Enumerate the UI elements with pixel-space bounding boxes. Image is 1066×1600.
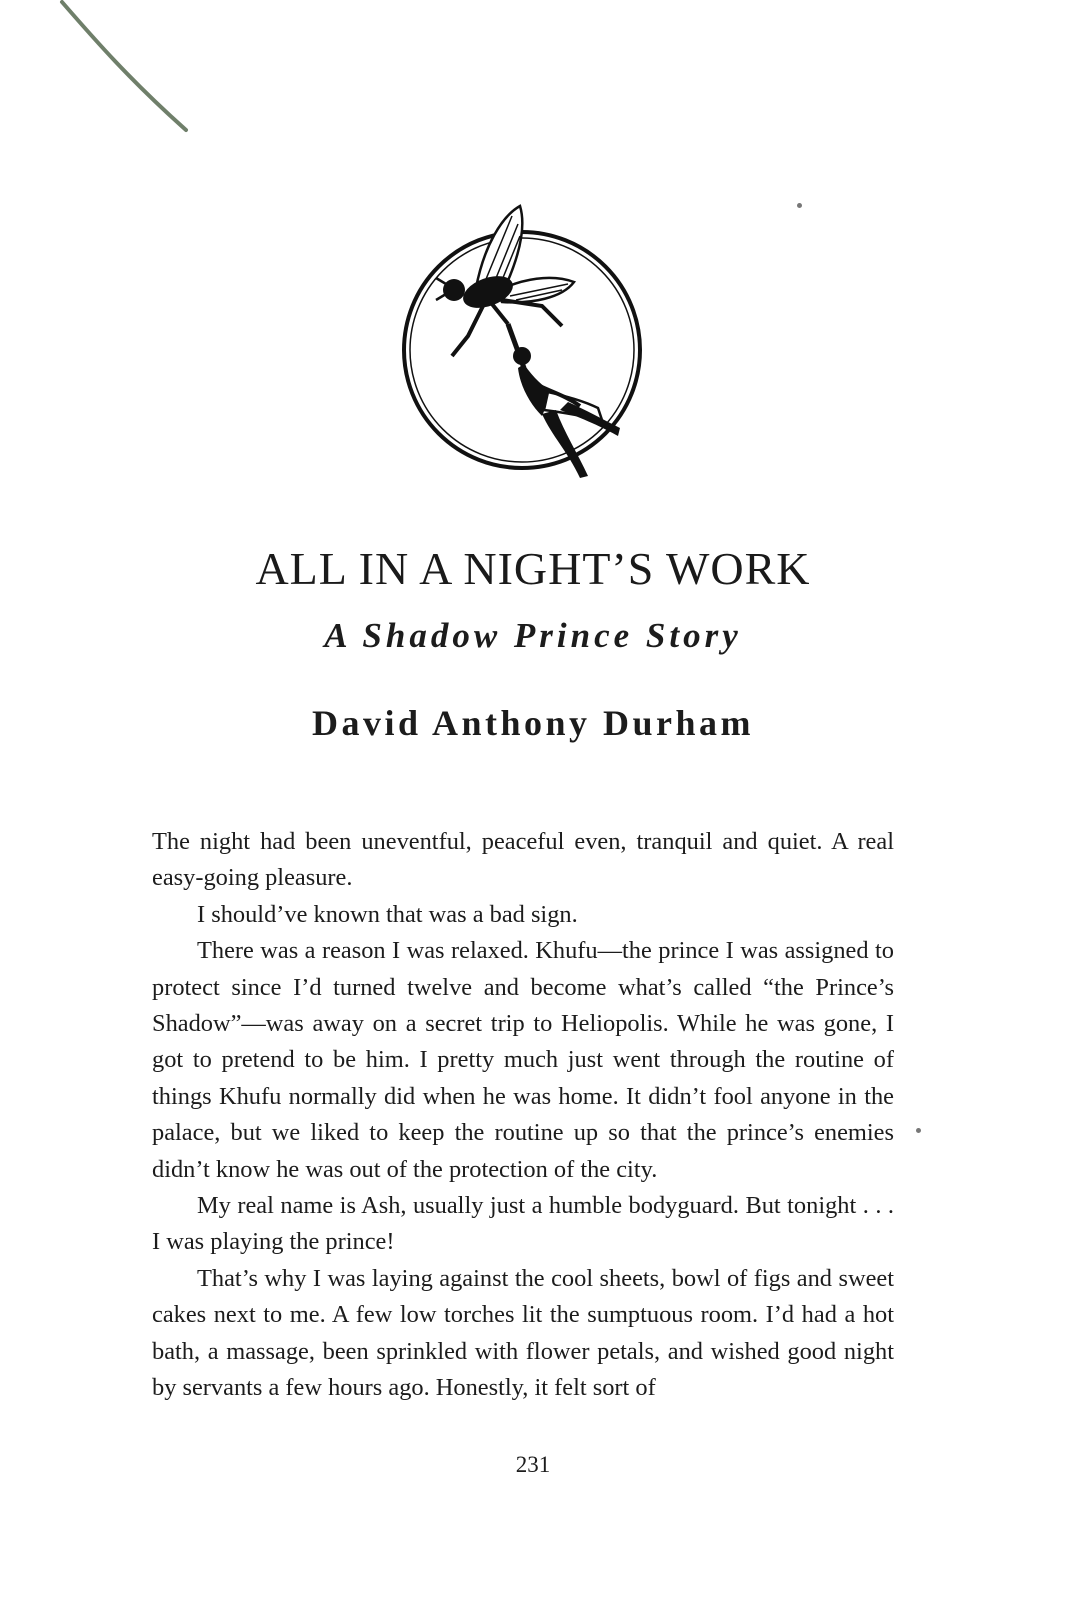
- stray-pencil-mark: [0, 0, 220, 160]
- story-subtitle: A Shadow Prince Story: [324, 616, 742, 655]
- story-title: ALL IN A NIGHT’S WORK: [255, 543, 811, 594]
- body-paragraph: That’s why I was laying against the cool sheets, bowl of figs and sweet cakes next to me. A few low torches lit the sumptuous room. I’d had a hot bath, a massage, been sprinkled with flower petals, and wished good night by servants a few hours ago. Honestly, it felt sort of: [152, 1264, 894, 1402]
- winged-scarab-emblem-icon: [392, 196, 660, 496]
- body-paragraph: My real name is Ash, usually just a humble bodyguard. But tonight . . . I was playing the prince!: [152, 1192, 894, 1256]
- body-paragraph: I should’ve known that was a bad sign.: [197, 900, 578, 928]
- page-number: 231: [515, 1452, 551, 1477]
- story-body: [152, 824, 894, 1407]
- body-paragraph: The night had been uneventful, peaceful even, tranquil and quiet. A real easy-going pleasure.: [152, 828, 894, 892]
- author-name: David Anthony Durham: [311, 703, 755, 743]
- speck-mark: [916, 1128, 921, 1133]
- body-paragraph: There was a reason I was relaxed. Khufu—the prince I was assigned to protect since I’d turned twelve and become what’s called “the Prince’s Shadow”—was away on a secret trip to Heliopolis. While he was gone, I got to pretend to be him. I pretty much just went through the routine of things Khufu normally did when he was home. It didn’t fool anyone in the palace, but we liked to keep the routine up so that the prince’s enemies didn’t know he was out of the protection of the city.: [152, 937, 894, 1183]
- speck-mark: [797, 203, 802, 208]
